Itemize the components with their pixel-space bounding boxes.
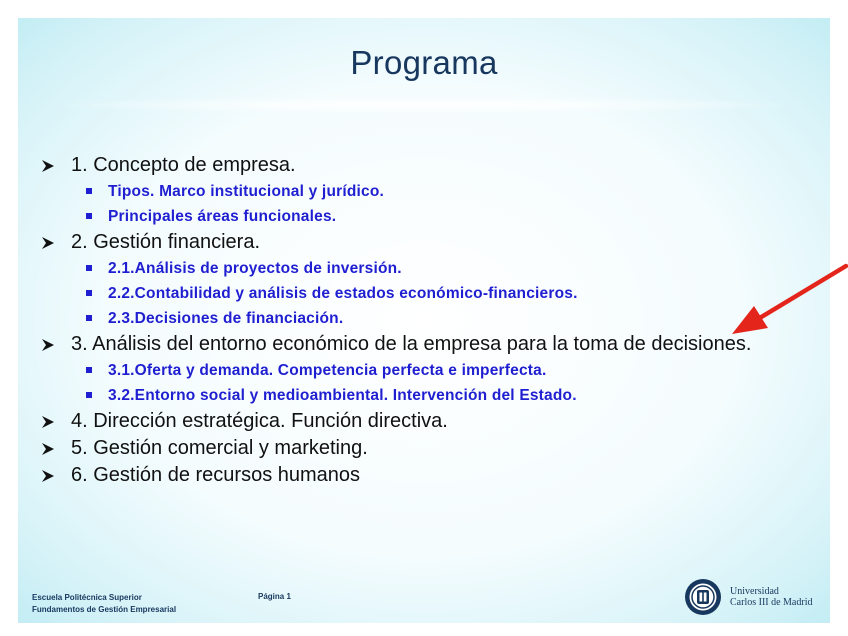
- agenda-subitem-label: 2.1.Análisis de proyectos de inversión.: [108, 260, 402, 277]
- footer-page-number: Página 1: [258, 592, 291, 601]
- square-bullet-icon: [86, 265, 92, 271]
- agenda-subitem: [40, 281, 830, 306]
- square-bullet-icon: [86, 188, 92, 194]
- agenda-item-label: 5. Gestión comercial y marketing.: [71, 437, 368, 459]
- agenda-item-6: [40, 462, 830, 489]
- agenda-item-2: [40, 229, 830, 256]
- square-bullet-icon: [86, 367, 92, 373]
- agenda-subitem-label: 2.2.Contabilidad y análisis de estados económico-financieros.: [108, 285, 578, 302]
- agenda-subitem-label: 3.1.Oferta y demanda. Competencia perfecta e imperfecta.: [108, 362, 547, 379]
- university-name: [730, 586, 812, 608]
- agenda-subitem: [40, 179, 830, 204]
- footer-school: Escuela Politécnica Superior: [32, 593, 142, 602]
- university-line-1: Universidad: [730, 586, 779, 597]
- title-divider-glow: [38, 96, 810, 114]
- agenda-subitem-label: Principales áreas funcionales.: [108, 208, 337, 225]
- slide: [18, 18, 830, 623]
- arrowhead-bullet-icon: [42, 470, 54, 482]
- footer-course: Fundamentos de Gestión Empresarial: [32, 605, 177, 614]
- agenda-list: [40, 152, 830, 489]
- arrowhead-bullet-icon: [42, 237, 54, 249]
- square-bullet-icon: [86, 315, 92, 321]
- agenda-item-5: [40, 435, 830, 462]
- university-seal-icon: [684, 578, 722, 616]
- square-bullet-icon: [86, 213, 92, 219]
- agenda-subitem-label: Tipos. Marco institucional y jurídico.: [108, 183, 385, 200]
- university-line-2: Carlos III de Madrid: [730, 597, 813, 608]
- square-bullet-icon: [86, 392, 92, 398]
- agenda-subitem: [40, 204, 830, 229]
- agenda-subitem: [40, 256, 830, 281]
- agenda-subitem: [40, 383, 830, 408]
- arrowhead-bullet-icon: [42, 416, 54, 428]
- arrowhead-bullet-icon: [42, 339, 54, 351]
- red-pointer-arrow-icon: [722, 262, 848, 340]
- agenda-item-label: 1. Concepto de empresa.: [71, 154, 296, 176]
- footer-school-course: [32, 592, 176, 616]
- agenda-item-3: [40, 331, 830, 358]
- arrowhead-bullet-icon: [42, 160, 54, 172]
- agenda-subitem: [40, 358, 830, 383]
- agenda-item-label: 4. Dirección estratégica. Función directiva.: [71, 410, 448, 432]
- agenda-subitem-label: 2.3.Decisiones de financiación.: [108, 310, 344, 327]
- agenda-subitem-label: 3.2.Entorno social y medioambiental. Intervención del Estado.: [108, 387, 577, 404]
- square-bullet-icon: [86, 290, 92, 296]
- agenda-item-label: 2. Gestión financiera.: [71, 231, 260, 253]
- agenda-item-4: [40, 408, 830, 435]
- agenda-item-1: [40, 152, 830, 179]
- agenda-item-label: 3. Análisis del entorno económico de la empresa para la toma de decisiones.: [71, 333, 752, 355]
- slide-title: Programa: [350, 44, 498, 81]
- agenda-item-label: 6. Gestión de recursos humanos: [71, 464, 361, 486]
- arrowhead-bullet-icon: [42, 443, 54, 455]
- agenda-subitem: [40, 306, 830, 331]
